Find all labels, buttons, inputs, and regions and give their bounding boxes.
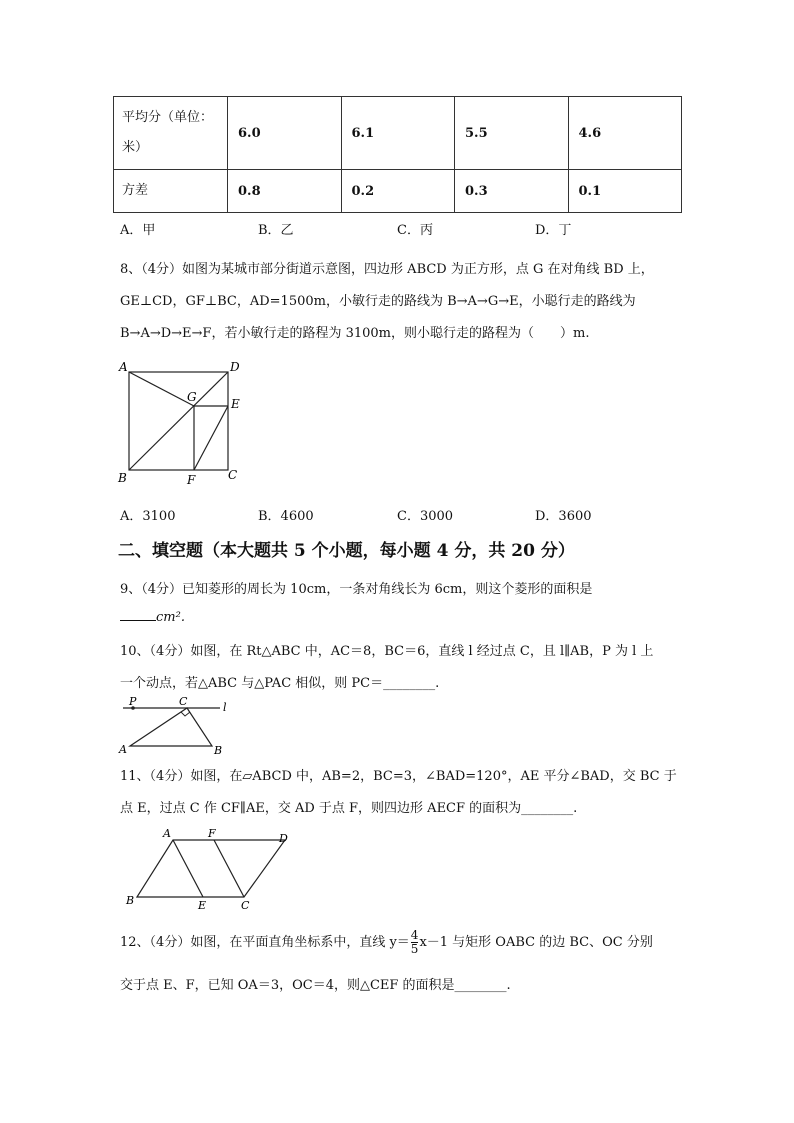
q9-line-2 — [120, 608, 185, 625]
label-d: D — [279, 832, 288, 845]
label-b: B — [118, 471, 127, 485]
label-e: E — [231, 397, 240, 411]
triangle-abc — [130, 708, 212, 746]
q10-line-1: 10、（4分）如图，在 Rt△ABC 中，AC＝8，BC＝6，直线 l 经过点 C，且 l∥AB，P 为 l 上 — [120, 644, 654, 659]
table-cell: 0.8 — [228, 170, 342, 213]
table-cell: 0.3 — [455, 170, 569, 213]
segment-ag — [129, 372, 194, 406]
label-a: A — [163, 827, 171, 840]
q7-option-d[interactable]: D．丁 — [535, 223, 572, 238]
label-e: E — [198, 899, 207, 912]
right-angle-mark — [181, 712, 190, 716]
q8-line-3: B→A→D→E→F，若小敏行走的路程为 3100m，则小聪行走的路程为（ ）m. — [120, 326, 590, 341]
q8-option-c[interactable]: C．3000 — [397, 509, 454, 524]
label-c: C — [179, 695, 188, 708]
label-f: F — [187, 473, 196, 487]
segment-cf — [214, 840, 244, 897]
label-g: G — [187, 390, 197, 404]
table-cell: 5.5 — [455, 97, 569, 170]
fraction — [411, 929, 419, 956]
fraction-numerator: 4 — [410, 928, 419, 942]
section-2-heading: 二、填空题（本大题共 5 个小题，每小题 4 分，共 20 分） — [118, 541, 575, 561]
label-d: D — [230, 360, 240, 374]
label-b: B — [214, 744, 223, 755]
label-b: B — [126, 894, 135, 907]
q12-line-2: 交于点 E、F，已知 OA＝3，OC＝4，则△CEF 的面积是________. — [120, 978, 511, 993]
q8-line-1: 8、（4分）如图为某城市部分街道示意图，四边形 ABCD 为正方形，点 G 在对角线 BD 上， — [120, 262, 654, 277]
q8-option-b[interactable]: B．4600 — [258, 509, 314, 524]
diagonal-bd — [129, 372, 228, 470]
table-row-label: 平均分（单位：米） — [114, 97, 228, 170]
q9-line-1: 9、（4分）已知菱形的周长为 10cm，一条对角线长为 6cm，则这个菱形的面积是 — [120, 582, 593, 597]
q11-line-1: 11、（4分）如图，在▱ABCD 中，AB=2，BC=3，∠BAD=120°，AE 平分∠BAD，交 BC 于 — [120, 769, 677, 784]
label-c: C — [228, 468, 238, 482]
label-c: C — [241, 899, 250, 912]
table-row — [114, 170, 682, 213]
table-cell: 0.1 — [568, 170, 682, 213]
q8-option-d[interactable]: D．3600 — [535, 509, 592, 524]
q8-line-2: GE⊥CD，GF⊥BC，AD=1500m，小敏行走的路线为 B→A→G→E，小聪行走的路线为 — [120, 294, 636, 309]
q10-line-2: 一个动点，若△ABC 与△PAC 相似，则 PC＝________. — [120, 676, 440, 691]
parallelogram-abcd — [137, 840, 285, 897]
q8-option-a[interactable]: A．3100 — [120, 509, 176, 524]
q12-text-suffix: x－1 与矩形 OABC 的边 BC、OC 分别 — [419, 935, 653, 950]
segment-ae — [173, 840, 203, 897]
fraction-denominator: 5 — [410, 942, 419, 956]
label-a: A — [119, 743, 127, 755]
segment-fe — [194, 406, 228, 470]
label-p: P — [129, 695, 137, 708]
q11-figure — [122, 825, 297, 915]
q12-line-1 — [120, 926, 653, 960]
q8-figure — [115, 355, 255, 490]
table-row-label: 方差 — [114, 170, 228, 213]
table-row — [114, 97, 682, 170]
table-cell: 6.1 — [341, 97, 455, 170]
q7-option-c[interactable]: C．丙 — [397, 223, 433, 238]
answer-blank[interactable] — [120, 608, 156, 621]
q7-option-a[interactable]: A．甲 — [120, 223, 156, 238]
table-cell: 0.2 — [341, 170, 455, 213]
q7-option-b[interactable]: B．乙 — [258, 223, 294, 238]
q9-unit: cm². — [156, 610, 185, 625]
label-f: F — [208, 827, 216, 840]
q10-figure — [115, 693, 240, 755]
label-l: l — [223, 701, 227, 714]
label-a: A — [119, 360, 128, 374]
statistics-table — [113, 96, 682, 213]
table-cell: 4.6 — [568, 97, 682, 170]
q11-line-2: 点 E，过点 C 作 CF∥AE，交 AD 于点 F，则四边形 AECF 的面积为________. — [120, 801, 578, 816]
table-cell: 6.0 — [228, 97, 342, 170]
q12-text-prefix: 12、（4分）如图，在平面直角坐标系中，直线 y＝ — [120, 935, 410, 950]
